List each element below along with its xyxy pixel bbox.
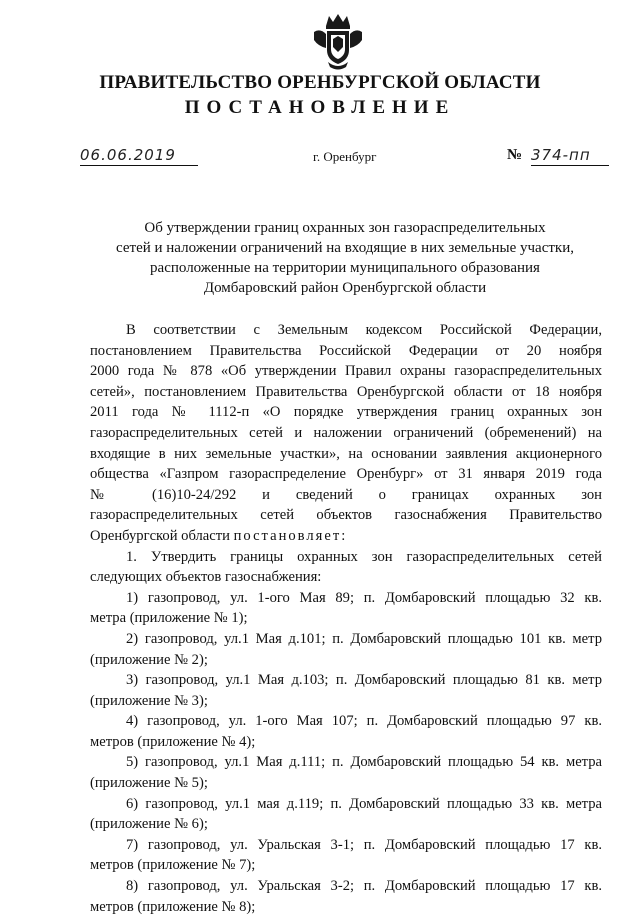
subitem-line: метров (приложение № 7); bbox=[90, 857, 256, 874]
subitem-line: 6) газопровод, ул.1 мая д.119; п. Домбаровский площадью 33 кв. метра bbox=[126, 795, 602, 812]
preamble-line: общества «Газпром газораспределение Оренбург» от 31 января 2019 года bbox=[90, 466, 602, 483]
preamble-line: входящие в них земельные участки», на основании заявления акционерного bbox=[90, 445, 602, 462]
government-title: ПРАВИТЕЛЬСТВО ОРЕНБУРГСКОЙ ОБЛАСТИ bbox=[99, 72, 541, 93]
preamble-line: газораспределительных сетей и наложении ограничений (обременений) на bbox=[90, 424, 602, 441]
document-body bbox=[90, 320, 602, 917]
preamble-line: В соответствии с Земельным кодексом Российской Федерации, bbox=[126, 322, 602, 338]
subitem-line: (приложение № 3); bbox=[90, 692, 208, 709]
preamble-line: газораспределительных сетей объектов газоснабжения Правительство bbox=[90, 507, 602, 524]
preamble-line-final bbox=[90, 526, 602, 547]
document-type: ПОСТАНОВЛЕНИЕ bbox=[184, 97, 456, 118]
subitem-line: (приложение № 5); bbox=[90, 775, 208, 792]
subitem-line: 1) газопровод, ул. 1-ого Мая 89; п. Домбаровский площадью 32 кв. bbox=[126, 589, 602, 606]
document-date: 06.06.2019 bbox=[80, 146, 198, 166]
subitem-line: метра (приложение № 1); bbox=[90, 610, 248, 627]
decree-word: постановляет: bbox=[233, 527, 348, 544]
subitem-line: 2) газопровод, ул.1 Мая д.101; п. Домбаровский площадью 101 кв. метр bbox=[126, 630, 602, 647]
preamble-line: сетей», постановлением Правительства Оренбургской области от 18 ноября bbox=[90, 383, 602, 400]
document-subject bbox=[80, 218, 610, 298]
subitem-line: 4) газопровод, ул. 1-ого Мая 107; п. Домбаровский площадью 97 кв. bbox=[126, 713, 602, 730]
preamble-line: Оренбургской области bbox=[90, 527, 234, 544]
subitem-line: (приложение № 2); bbox=[90, 651, 208, 668]
item-1-line: следующих объектов газоснабжения: bbox=[90, 569, 322, 586]
preamble-line: 2011 года № 1112-п «О порядке утверждения границ охранных зон bbox=[90, 404, 602, 421]
orenburg-coat-of-arms-icon bbox=[312, 12, 364, 70]
subitem-line: метров (приложение № 4); bbox=[90, 733, 256, 750]
subitem-line: метров (приложение № 8); bbox=[90, 898, 256, 915]
document-number-label: № bbox=[507, 147, 523, 163]
subject-line: Об утверждении границ охранных зон газораспределительных bbox=[144, 220, 546, 236]
document-meta bbox=[0, 146, 640, 170]
subitem-line: 3) газопровод, ул.1 Мая д.103; п. Домбаровский площадью 81 кв. метр bbox=[126, 672, 602, 689]
subject-line: Домбаровский район Оренбургской области bbox=[203, 280, 487, 296]
subitem-line: 8) газопровод, ул. Уральская 3-2; п. Домбаровский площадью 17 кв. bbox=[126, 878, 602, 895]
preamble-line: 2000 года № 878 «Об утверждении Правил охраны газораспределительных bbox=[90, 363, 602, 380]
preamble-line: постановлением Правительства Российской Федерации от 20 ноября bbox=[90, 342, 602, 359]
subject-line: сетей и наложении ограничений на входящие в них земельные участки, bbox=[116, 240, 574, 256]
subject-line: расположенные на территории муниципального образования bbox=[150, 260, 540, 276]
subitem-line: 7) газопровод, ул. Уральская 3-1; п. Домбаровский площадью 17 кв. bbox=[126, 836, 602, 853]
subitem-line: 5) газопровод, ул.1 Мая д.111; п. Домбаровский площадью 54 кв. метра bbox=[126, 754, 602, 771]
subitem-line: (приложение № 6); bbox=[90, 816, 208, 833]
document-number: 374-пп bbox=[531, 146, 609, 166]
item-1-line: 1. Утвердить границы охранных зон газораспределительных сетей bbox=[126, 548, 602, 565]
preamble-line: № (16)10-24/292 и сведений о границах охранных зон bbox=[90, 486, 602, 503]
document-city: г. Оренбург bbox=[313, 149, 377, 164]
